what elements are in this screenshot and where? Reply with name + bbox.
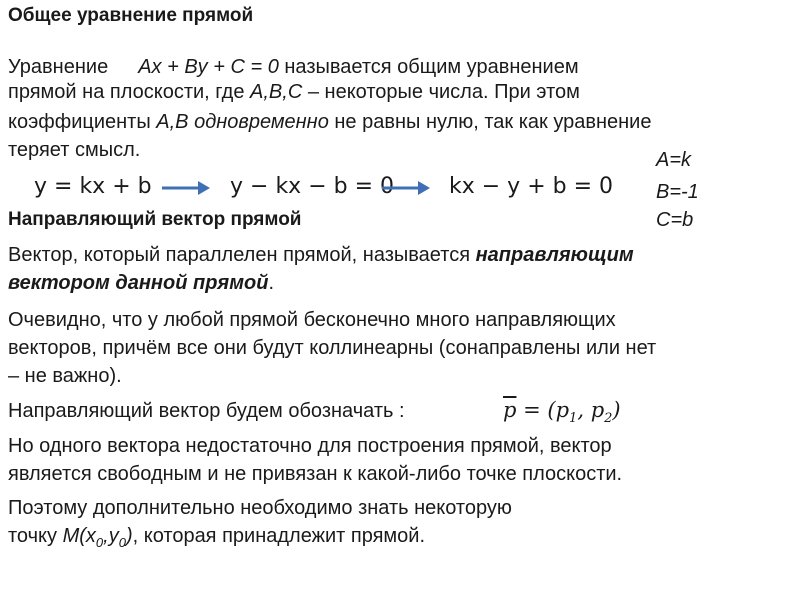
paragraph-1-line-3 bbox=[8, 110, 651, 134]
arrow-right-icon bbox=[160, 178, 212, 198]
text: Уравнение bbox=[8, 56, 109, 78]
paragraph-6-line-1: Поэтому дополнительно необходимо знать некоторую bbox=[8, 497, 512, 519]
equation-intermediate: y − kx − b = 0 bbox=[230, 174, 395, 199]
paragraph-2-line-1 bbox=[8, 243, 634, 267]
text: не равны нулю, так как уравнение bbox=[334, 111, 652, 133]
paragraph-3-line-2: векторов, причём все они будут коллинеарны (сонаправлены или нет bbox=[8, 337, 657, 359]
side-c-equals-b: C=b bbox=[656, 209, 694, 231]
arrow-right-icon bbox=[380, 178, 432, 198]
paragraph-1-line-2 bbox=[8, 80, 580, 104]
text: M(x bbox=[62, 525, 96, 547]
vector-p: $\overline{p}$ bbox=[503, 398, 517, 422]
paragraph-3-line-3: – не важно). bbox=[8, 365, 122, 387]
direction-vector-formula bbox=[503, 398, 621, 431]
text: прямой на плоскости, где bbox=[8, 81, 245, 103]
equation-slope-form: y = kx + b bbox=[34, 174, 152, 199]
paragraph-5-line-2: является свободным и не привязан к какой-либо точке плоскости. bbox=[8, 463, 623, 485]
term-direction: направляющим bbox=[475, 244, 634, 266]
text: ,y bbox=[103, 525, 119, 547]
paragraph-3-line-1: Очевидно, что у любой прямой бесконечно много направляющих bbox=[8, 309, 616, 331]
text: , которая принадлежит прямой. bbox=[132, 525, 426, 547]
text: ) bbox=[125, 525, 133, 547]
text: – некоторые числа. При этом bbox=[307, 81, 580, 103]
text: Вектор, который параллелен прямой, называется bbox=[8, 244, 471, 266]
point-m-formula bbox=[62, 525, 133, 550]
subscript: 0 bbox=[95, 535, 104, 550]
paragraph-1-line-1 bbox=[8, 55, 579, 79]
side-a-equals-k: A=k bbox=[656, 149, 692, 171]
text: . bbox=[268, 272, 275, 294]
paragraph-6-line-2 bbox=[8, 524, 425, 555]
heading-general-equation: Общее уравнение прямой bbox=[8, 5, 254, 26]
text: точку bbox=[8, 525, 58, 547]
text: p bbox=[555, 398, 570, 422]
equation-general-form: kx − y + b = 0 bbox=[449, 174, 614, 199]
paragraph-1-line-4: теряет смысл. bbox=[8, 139, 141, 161]
text: p bbox=[590, 398, 605, 422]
text: коэффициенты bbox=[8, 111, 151, 133]
term-vector-of-line: вектором данной прямой bbox=[8, 272, 269, 294]
text: называется общим уравнением bbox=[284, 56, 579, 78]
subscript: 2 bbox=[604, 411, 613, 427]
text: = ( bbox=[516, 398, 556, 422]
subscript: 1 bbox=[569, 411, 578, 427]
coefficients-abc: A,B,C bbox=[250, 81, 303, 103]
paragraph-2-line-2 bbox=[8, 271, 274, 295]
paragraph-5-line-1: Но одного вектора недостаточно для построения прямой, вектор bbox=[8, 435, 612, 457]
coefficients-ab-simultaneously: A,B одновременно bbox=[156, 111, 329, 133]
subscript: 0 bbox=[118, 535, 126, 550]
heading-direction-vector: Направляющий вектор прямой bbox=[8, 209, 302, 230]
side-b-equals-minus-1: B=-1 bbox=[656, 181, 699, 203]
paragraph-4-line-1: Направляющий вектор будем обозначать : bbox=[8, 400, 405, 422]
text: ) bbox=[612, 398, 621, 422]
general-equation-formula: Ax + By + C = 0 bbox=[138, 56, 279, 78]
text: , bbox=[577, 398, 591, 422]
